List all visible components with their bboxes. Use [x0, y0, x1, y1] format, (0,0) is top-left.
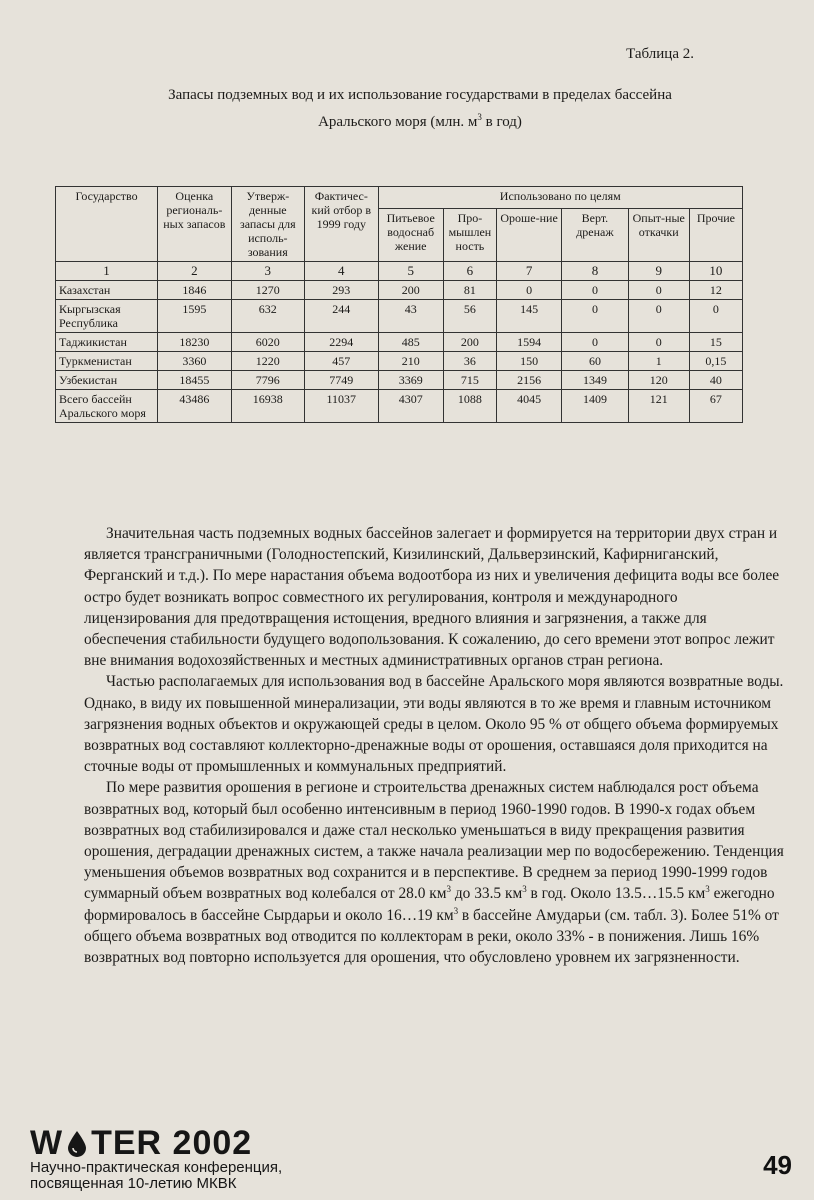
state-name-cell: Казахстан	[56, 281, 158, 300]
table-title-line1: Запасы подземных вод и их использование государствами в пределах бассейна	[168, 87, 672, 103]
superscript: 3	[446, 884, 451, 895]
value-cell: 6020	[231, 333, 304, 352]
value-cell: 1	[628, 352, 689, 371]
value-cell: 2294	[305, 333, 378, 352]
header-other: Прочие	[689, 208, 742, 261]
value-cell: 485	[378, 333, 443, 352]
paragraph-2: Частью располагаемых для использования вод в бассейне Аральского моря являются возвратные воды. Однако, в виду их повышенной минерализации, эти воды являются в то же время и главным источником загрязнения водных объектов и окружающей среды в целом. Около 95 % от общего объема формируемых возвратных вод составляют коллекторно-дренажные воды от орошения, оставшаяся доля приходится на сточные воды от промышленных и коммунальных предприятий.	[84, 673, 784, 776]
paragraph-text: до 33.5 км	[450, 885, 523, 903]
water-2002-logo	[30, 1124, 252, 1163]
state-name-cell: Всего бассейн Аральского моря	[56, 390, 158, 423]
index-cell: 3	[231, 262, 304, 281]
page-number: 49	[763, 1150, 792, 1180]
value-cell: 293	[305, 281, 378, 300]
paragraph-text: в бассейне Амударьи (см. табл. 3). Более 51% от общего объема возвратных вод отводится по коллекторам в реки, около 33% - в понижения. Лишь 16% возвратных вод повторно используется для орошения, что обусловлено уровнем их загрязненности.	[84, 906, 779, 967]
superscript: 3	[522, 884, 527, 895]
title-superscript: 3	[477, 112, 482, 122]
paragraph-text: в год. Около 13.5…15.5 км	[526, 885, 706, 903]
title-text: в год)	[481, 114, 522, 130]
value-cell: 1349	[562, 371, 628, 390]
index-cell: 9	[628, 262, 689, 281]
index-cell: 7	[496, 262, 561, 281]
paragraph-3	[84, 777, 784, 968]
header-state: Государство	[56, 187, 158, 262]
value-cell: 0	[562, 333, 628, 352]
value-cell: 7796	[231, 371, 304, 390]
value-cell: 150	[496, 352, 561, 371]
value-cell: 0	[628, 333, 689, 352]
table-label: Таблица 2.	[626, 46, 694, 62]
value-cell: 0	[562, 281, 628, 300]
table-row	[56, 281, 743, 300]
value-cell: 43486	[158, 390, 231, 423]
value-cell: 0,15	[689, 352, 742, 371]
groundwater-table	[55, 186, 743, 423]
header-irrigation: Ороше-ние	[496, 208, 561, 261]
state-name-cell: Таджикистан	[56, 333, 158, 352]
index-cell: 1	[56, 262, 158, 281]
value-cell: 67	[689, 390, 742, 423]
table-title-line2	[110, 106, 730, 133]
header-row	[56, 187, 743, 209]
value-cell: 210	[378, 352, 443, 371]
state-name-cell: Туркменистан	[56, 352, 158, 371]
value-cell: 4045	[496, 390, 561, 423]
value-cell: 0	[496, 281, 561, 300]
paragraph-text: По мере развития орошения в регионе и строительства дренажных систем наблюдался рост объема возвратных вод, который был особенно интенсивным в период 1960-1990 годов. В 1990-х годах объем возвратных вод стабилизировался и даже стал несколько уменьшаться в виду прекращения развития орошения, деградации дренажных систем, а также начала реализации мер по водосбережению. Тенденция уменьшения объемов возвратных вод сохранится и в перспективе. В среднем за период 1990-1999 годов суммарный объем возвратных вод колебался от 28.0 км	[84, 779, 784, 903]
index-cell: 6	[443, 262, 496, 281]
index-cell: 5	[378, 262, 443, 281]
value-cell: 43	[378, 300, 443, 333]
value-cell: 1846	[158, 281, 231, 300]
value-cell: 200	[443, 333, 496, 352]
value-cell: 16938	[231, 390, 304, 423]
value-cell: 244	[305, 300, 378, 333]
table-body	[56, 281, 743, 423]
conference-line-2: посвященная 10-летию МКВК	[30, 1175, 237, 1192]
value-cell: 1270	[231, 281, 304, 300]
value-cell: 457	[305, 352, 378, 371]
table-row	[56, 371, 743, 390]
value-cell: 12	[689, 281, 742, 300]
state-name-cell: Узбекистан	[56, 371, 158, 390]
value-cell: 56	[443, 300, 496, 333]
header-drinking: Питьевое водоснаб жение	[378, 208, 443, 261]
table-row	[56, 333, 743, 352]
index-cell: 2	[158, 262, 231, 281]
index-cell: 8	[562, 262, 628, 281]
value-cell: 1409	[562, 390, 628, 423]
value-cell: 40	[689, 371, 742, 390]
value-cell: 18455	[158, 371, 231, 390]
table-title	[110, 84, 730, 133]
value-cell: 120	[628, 371, 689, 390]
index-cell: 10	[689, 262, 742, 281]
value-cell: 15	[689, 333, 742, 352]
value-cell: 18230	[158, 333, 231, 352]
header-actual: Фактичес-кий отбор в 1999 году	[305, 187, 378, 262]
value-cell: 2156	[496, 371, 561, 390]
value-cell: 81	[443, 281, 496, 300]
value-cell: 4307	[378, 390, 443, 423]
conference-line-1: Научно-практическая конференция,	[30, 1159, 283, 1176]
water-drop-icon	[65, 1130, 89, 1158]
logo-text-ter2002: TER 2002	[91, 1124, 253, 1162]
value-cell: 1220	[231, 352, 304, 371]
value-cell: 121	[628, 390, 689, 423]
paragraph-text: ежегодно формировалось в бассейне Сырдарьи и около 16…19 км	[84, 885, 775, 924]
body-text	[84, 523, 784, 968]
value-cell: 3369	[378, 371, 443, 390]
value-cell: 1594	[496, 333, 561, 352]
value-cell: 200	[378, 281, 443, 300]
header-industry: Про-мышлен ность	[443, 208, 496, 261]
title-text: Аральского моря (млн. м	[318, 114, 478, 130]
logo-text-w: W	[30, 1124, 64, 1162]
header-used-group: Использовано по целям	[378, 187, 742, 209]
value-cell: 36	[443, 352, 496, 371]
value-cell: 632	[231, 300, 304, 333]
table-row	[56, 390, 743, 423]
superscript: 3	[453, 905, 459, 916]
value-cell: 715	[443, 371, 496, 390]
value-cell: 1088	[443, 390, 496, 423]
value-cell: 145	[496, 300, 561, 333]
value-cell: 7749	[305, 371, 378, 390]
value-cell: 11037	[305, 390, 378, 423]
value-cell: 0	[628, 281, 689, 300]
superscript: 3	[705, 884, 710, 895]
index-cell: 4	[305, 262, 378, 281]
paragraph-1: Значительная часть подземных водных бассейнов залегает и формируется на территории двух стран и является трансграничными (Голодностепский, Кизилинский, Дальверзинский, Кафирниганский, Ферганский и т.д.). По мере нарастания объема водоотбора из них и увеличения дефицита воды все более остро будет возникать вопрос совместного их регулирования, контроля и международного лицензирования для предотвращения истощения, вредного влияния и загрязнения, а также для обеспечения стабильности будущего водопользования. К сожалению, до сего времени этот вопрос лежит вне внимания водохозяйственных и местных административных органов стран региона.	[84, 525, 780, 670]
column-index-row	[56, 262, 743, 281]
table-row	[56, 300, 743, 333]
value-cell: 3360	[158, 352, 231, 371]
header-pumping: Опыт-ные откачки	[628, 208, 689, 261]
header-regional: Оценка региональ-ных запасов	[158, 187, 231, 262]
state-name-cell: Кыргызская Республика	[56, 300, 158, 333]
value-cell: 0	[562, 300, 628, 333]
conference-caption	[30, 1160, 282, 1192]
header-drainage: Верт. дренаж	[562, 208, 628, 261]
value-cell: 1595	[158, 300, 231, 333]
header-approved: Утверж-денные запасы для исполь-зования	[231, 187, 304, 262]
table-row	[56, 352, 743, 371]
value-cell: 0	[628, 300, 689, 333]
value-cell: 60	[562, 352, 628, 371]
value-cell: 0	[689, 300, 742, 333]
